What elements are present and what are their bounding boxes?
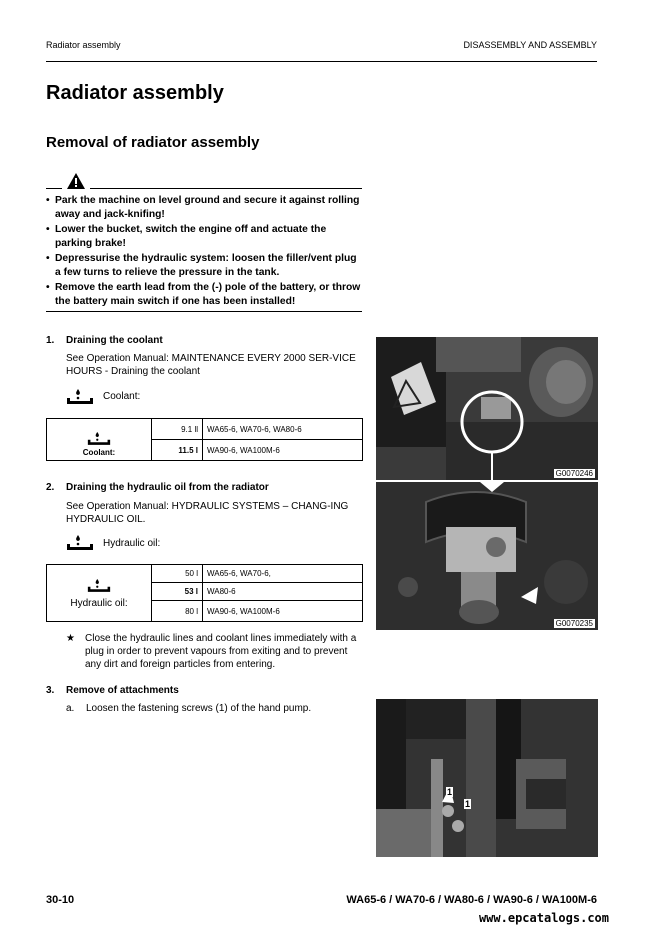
- section-title: Removal of radiator assembly: [46, 134, 260, 151]
- warning-list: [46, 194, 362, 310]
- table-cell-amount: 9.1 ll: [152, 419, 203, 440]
- step-1-heading: [46, 335, 163, 346]
- hydraulic-table-label-cell: [47, 565, 152, 622]
- table-cell-models: WA90-6, WA100M-6: [203, 440, 363, 461]
- header-section-title: Radiator assembly: [46, 40, 121, 50]
- table-cell-amount: 53 l: [152, 583, 203, 601]
- fluid-drain-icon: [66, 388, 94, 404]
- fluid-drain-icon: [66, 534, 94, 550]
- table-cell-models: WA65-6, WA70-6,: [203, 565, 363, 583]
- hand-pump-photo: [376, 699, 598, 857]
- page-title: Radiator assembly: [46, 82, 224, 104]
- warning-item: • Remove the earth lead from the (-) pole of the battery, or throw the battery main switch if one has been installed!: [46, 281, 362, 309]
- coolant-capacity-table: [46, 418, 363, 461]
- warning-item: • Depressurise the hydraulic system: loosen the filler/vent plug a few turns to relieve the pressure in the tank.: [46, 252, 362, 280]
- warning-header: [46, 172, 362, 190]
- substep-letter: a.: [66, 703, 75, 714]
- fluid-drain-icon: [87, 431, 111, 445]
- header-divider: [46, 61, 597, 62]
- star-icon: ★: [66, 633, 75, 644]
- substep-text: Loosen the fastening screws (1) of the hand pump.: [86, 703, 312, 714]
- header-chapter-title: DISASSEMBLY AND ASSEMBLY: [463, 40, 597, 50]
- coolant-table-label-cell: [47, 419, 152, 461]
- warning-bottom-rule: [46, 311, 362, 312]
- footer-website: www.epcatalogs.com: [478, 911, 609, 925]
- table-label: Hydraulic oil:: [70, 597, 128, 609]
- hydraulic-drain-photo: [376, 482, 598, 630]
- table-cell-amount: 11.5 l: [152, 440, 203, 461]
- figure-hydraulic-drain: [376, 482, 598, 630]
- footer-page-number: 30-10: [46, 894, 75, 906]
- warning-rule-right: [90, 188, 362, 189]
- table-cell-amount: 80 l: [152, 601, 203, 622]
- step-title: Draining the coolant: [66, 335, 163, 346]
- step-2-heading: [46, 482, 269, 493]
- table-cell-models: WA65-6, WA70-6, WA80-6: [203, 419, 363, 440]
- warning-rule-left: [46, 188, 62, 189]
- step-2-text: See Operation Manual: HYDRAULIC SYSTEMS – CHANG-ING HYDRAULIC OIL.: [66, 501, 349, 525]
- step-3a-text: [66, 702, 362, 715]
- step-number: 2.: [46, 482, 55, 493]
- coolant-label: Coolant:: [103, 391, 141, 402]
- step-number: 1.: [46, 335, 55, 346]
- warning-item: • Park the machine on level ground and secure it against rolling away and jack-knifing!: [46, 194, 362, 222]
- table-label: Coolant:: [82, 448, 116, 457]
- step-3-heading: [46, 685, 179, 696]
- table-cell-amount: 50 l: [152, 565, 203, 583]
- figure-label: G0070235: [555, 619, 593, 628]
- coolant-drain-photo: [376, 337, 598, 480]
- step-title: Remove of attachments: [66, 685, 179, 696]
- footer-models: WA65-6 / WA70-6 / WA80-6 / WA90-6 / WA100M-6: [346, 894, 597, 906]
- callout-1: 1: [447, 787, 453, 797]
- table-row: [47, 565, 363, 583]
- figure-hand-pump: [376, 699, 598, 857]
- figure-coolant-drain: [376, 337, 598, 480]
- fluid-drain-icon: [87, 578, 111, 592]
- callout-1: 1: [465, 799, 471, 809]
- table-cell-models: WA90-6, WA100M-6: [203, 601, 363, 622]
- hydraulic-oil-capacity-table: [46, 564, 363, 622]
- warning-triangle-icon: [66, 172, 86, 190]
- note-block: [66, 632, 366, 671]
- table-cell-models: WA80-6: [203, 583, 363, 601]
- step-1-text: See Operation Manual: MAINTENANCE EVERY 2000 SER-VICE HOURS - Draining the coolant: [66, 353, 356, 377]
- table-row: [47, 419, 363, 440]
- note-text: Close the hydraulic lines and coolant lines immediately with a plug in order to prevent vapours from exiting and to prevent any dirt and foreign particles from entering.: [85, 633, 357, 670]
- warning-item: • Lower the bucket, switch the engine off and actuate the parking brake!: [46, 223, 362, 251]
- step-title: Draining the hydraulic oil from the radiator: [66, 482, 269, 493]
- hydraulic-oil-label: Hydraulic oil:: [103, 538, 161, 549]
- step-number: 3.: [46, 685, 55, 696]
- figure-label: G0070246: [555, 469, 593, 478]
